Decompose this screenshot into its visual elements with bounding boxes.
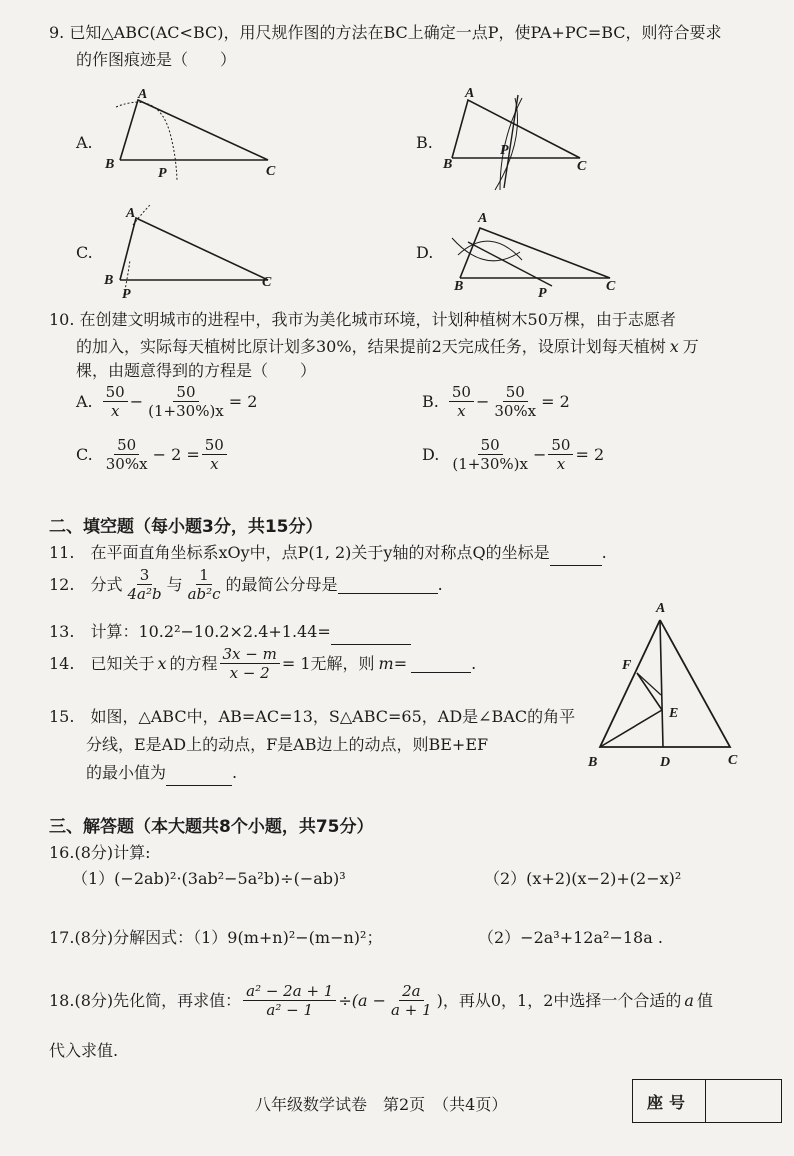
q16-part1: （1）(−2ab)²·(3ab²−5a²b)÷(−ab)³: [72, 869, 346, 888]
q9-option-a-label: A.: [76, 133, 93, 152]
label-b: B: [454, 279, 464, 294]
label-p: P: [538, 286, 547, 300]
q10-stem-line3: 棵，由题意得到的方程是（ ）: [76, 361, 317, 380]
q17-part1: 17.(8分)分解因式：（1）9(m+n)²−(m−n)²；: [49, 928, 383, 947]
label-a: A: [478, 211, 488, 226]
triangle-a: [120, 100, 268, 160]
q11: 11. 在平面直角坐标系xOy中，点P(1, 2)关于y轴的对称点Q的坐标是 .: [49, 540, 607, 566]
q10-option-c: C. $\frac{50}{30\%x}$ − 2 = $\frac{50}{x}$: [76, 436, 229, 473]
q10-option-d: D. $\frac{50}{(1+30\%)x}$ − $\frac{50}{x}$ = 2: [422, 436, 605, 473]
q15-line3: 的最小值为 .: [86, 760, 237, 786]
seat-number-field[interactable]: [706, 1080, 781, 1122]
q18: 18.(8分)先化简，再求值： $\frac{\text{a² − 2a + 1}}{\text{a² − 1}}$ ÷(a − $\frac{2a}{a + 1}$ )，再从0，1，2中选择一个合适的 a 值: [49, 982, 713, 1019]
section-2-title: 二、填空题（每小题3分，共15分）: [49, 517, 323, 537]
label-b: B: [443, 157, 453, 172]
q9-figure-d: [440, 200, 630, 300]
label-p: P: [122, 287, 131, 300]
label-c: C: [266, 164, 276, 179]
segment-ef: [637, 673, 662, 710]
q9-figure-a: [98, 85, 288, 185]
q9-figure-c: [98, 200, 288, 300]
label-a: A: [465, 86, 475, 101]
q13: 13. 计算：10.2²−10.2×2.4+1.44=: [49, 619, 411, 645]
label-c: C: [577, 159, 587, 174]
triangle-d: [460, 228, 610, 278]
label-f: F: [622, 658, 632, 673]
q15-figure: [580, 595, 750, 775]
q10-stem-line2: 的加入，实际每天植树比原计划多30%，结果提前2天完成任务，设原计划每天植树 x 万: [76, 337, 699, 356]
q18-line2: 代入求值.: [49, 1041, 119, 1060]
label-c: C: [728, 753, 738, 768]
q15-line2: 分线，E是AD上的动点，F是AB边上的动点，则BE+EF: [86, 735, 489, 754]
label-a: A: [126, 206, 136, 221]
label-a: A: [138, 87, 148, 102]
q9-option-b-label: B.: [416, 133, 433, 152]
q10-stem-line1: 10. 在创建文明城市的进程中，我市为美化城市环境，计划种植树木50万棵，由于志愿者: [49, 310, 676, 329]
label-b: B: [105, 157, 115, 172]
label-c: C: [606, 279, 616, 294]
seat-number-label: 座号: [633, 1080, 706, 1122]
label-d: D: [660, 755, 671, 770]
q16-head: 16.(8分)计算:: [49, 843, 151, 862]
label-p: P: [158, 166, 167, 181]
q9-stem-line1: 9. 已知△ABC(AC<BC)，用尺规作图的方法在BC上确定一点P，使PA+PC=BC，则符合要求: [49, 23, 722, 42]
label-e: E: [669, 706, 679, 721]
label-a: A: [656, 601, 666, 616]
label-c: C: [262, 275, 272, 290]
segment-ad: [660, 620, 663, 747]
q9-option-d-label: D.: [416, 243, 434, 262]
label-b: B: [104, 273, 114, 288]
label-b: B: [588, 755, 598, 770]
q9-option-c-label: C.: [76, 243, 93, 262]
triangle-abc: [600, 620, 730, 747]
q14: 14. 已知关于 x 的方程 $\frac{3x - m}{x - 2}$ = 1无解，则 m = .: [49, 645, 477, 682]
triangle-c: [120, 218, 268, 280]
q15-line1: 15. 如图，△ABC中，AB=AC=13，S△ABC=65，AD是∠BAC的角平: [49, 707, 576, 726]
q17-part2: （2）−2a³+12a²−18a .: [478, 928, 663, 947]
q16-part2: （2）(x+2)(x−2)+(2−x)²: [484, 869, 682, 888]
label-p: P: [500, 143, 509, 158]
q10-option-b: B. $\frac{50}{x}$ − $\frac{50}{30\%x}$ = 2: [422, 383, 570, 420]
q9-figure-b: [440, 80, 600, 195]
section-3-title: 三、解答题（本大题共8个小题，共75分）: [49, 817, 374, 837]
q9-stem-line2: 的作图痕迹是（ ）: [76, 50, 237, 69]
q12: 12. 分式 $\frac{3}{\text{4a²b}}$ 与 $\frac{1}{\text{ab²c}}$ 的最简公分母是 .: [49, 566, 443, 603]
q10-option-a: A. $\frac{50}{x}$ − $\frac{50}{(1+30\%)x}$ = 2: [76, 383, 258, 420]
page-footer: 八年级数学试卷 第2页 （共4页）: [255, 1095, 508, 1114]
seat-number-box: [632, 1079, 782, 1123]
